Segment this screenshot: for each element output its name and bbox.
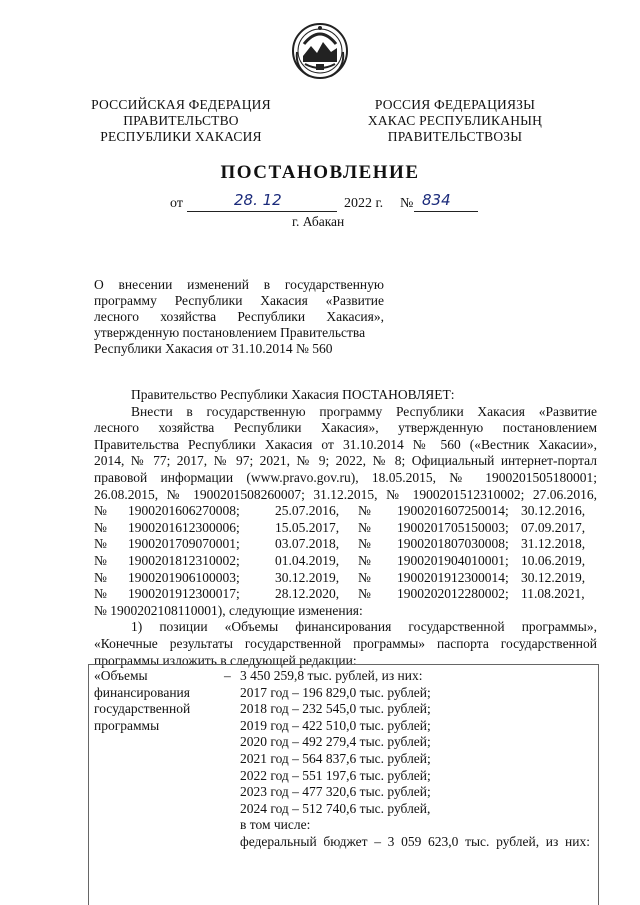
grid-cell: 1900201912300017; — [128, 586, 240, 602]
paragraph-line: правовой информации (www.pravo.gov.ru), 18.05.2015, № 1900201505180001; — [94, 469, 597, 485]
header-right-line: ПРАВИТЕЛЬСТВОЗЫ — [387, 129, 523, 144]
number-handwritten: 834 — [422, 191, 451, 209]
grid-cell: 01.04.2019, — [275, 552, 340, 568]
table-value-line: 2022 год – 551 197,6 тыс. рублей; — [240, 767, 431, 783]
subject-line: лесного хозяйства Республики Хакасия», — [94, 309, 384, 324]
subject-block — [94, 277, 384, 357]
grid-cell: № — [94, 536, 107, 552]
table-value-line: федеральный бюджет – 3 059 623,0 тыс. рублей, из них: — [240, 833, 590, 849]
grid-cell: № — [358, 569, 371, 585]
number-grid-row — [94, 570, 597, 587]
document-title: ПОСТАНОВЛЕНИЕ — [220, 162, 420, 183]
grid-cell: № — [94, 503, 107, 519]
grid-cell: 28.12.2020, — [275, 586, 340, 602]
table-value-line: 2023 год – 477 320,6 тыс. рублей; — [240, 784, 431, 800]
subject-line: О внесении изменений в государственную — [94, 277, 384, 292]
header-left-line: ПРАВИТЕЛЬСТВО — [123, 113, 239, 128]
grid-cell: № — [94, 569, 107, 585]
header-left-line: РОССИЙСКАЯ ФЕДЕРАЦИЯ — [91, 97, 271, 112]
date-line — [0, 191, 640, 216]
grid-cell: 1900201812310002; — [128, 552, 240, 568]
header-left-line: РЕСПУБЛИКИ ХАКАСИЯ — [100, 129, 262, 144]
table-label-line: финансирования — [94, 684, 190, 700]
grid-cell: № — [358, 586, 371, 602]
grid-cell: 1900201904010001; — [397, 552, 509, 568]
paragraph-line: Внести в государственную программу Республики Хакасия «Развитие — [131, 403, 597, 419]
grid-cell: № — [94, 552, 107, 568]
grid-cell: 10.06.2019, — [521, 552, 586, 568]
paragraph-line: 2014, № 77; 2017, № 97; 2021, № 9; 2022, № 8; Официальный интернет-портал — [94, 453, 597, 469]
number-grid-row — [94, 503, 597, 520]
emblem-icon — [291, 20, 349, 82]
table-value-line: 3 450 259,8 тыс. рублей, из них: — [240, 668, 423, 683]
number-grid-row — [94, 520, 597, 537]
grid-cell: № — [94, 519, 107, 535]
subject-line: Республики Хакасия от 31.10.2014 № 560 — [94, 341, 333, 356]
grid-cell: 1900201906100003; — [128, 569, 240, 585]
paragraph-line: № 1900202108110001), следующие изменения: — [94, 602, 363, 618]
grid-cell: 11.08.2021, — [521, 586, 585, 602]
number-grid-row — [94, 586, 597, 603]
subject-line: утвержденную постановлением Правительства — [94, 325, 366, 340]
paragraph-line: программы изложить в следующей редакции: — [94, 652, 357, 668]
grid-cell: 03.07.2018, — [275, 536, 340, 552]
header-right-line: ХАКАС РЕСПУБЛИКАНЫҢ — [367, 113, 543, 128]
table-value-line: 2020 год – 492 279,4 тыс. рублей; — [240, 734, 431, 750]
date-handwritten: 28. 12 — [234, 191, 282, 209]
grid-cell: 07.09.2017, — [521, 519, 586, 535]
grid-cell: 15.05.2017, — [275, 519, 340, 535]
grid-cell: 31.12.2018, — [521, 536, 586, 552]
number-grid-row — [94, 536, 597, 553]
table-value-line: 2018 год – 232 545,0 тыс. рублей; — [240, 701, 431, 717]
header-left — [78, 97, 284, 145]
grid-cell: 1900201612300006; — [128, 519, 240, 535]
table-value-line: 2021 год – 564 837,6 тыс. рублей; — [240, 750, 431, 766]
table-label-line: программы — [94, 717, 160, 733]
grid-cell: 1900201709070001; — [128, 536, 240, 552]
grid-cell: № — [358, 536, 371, 552]
header-right-line: РОССИЯ ФЕДЕРАЦИЯЗЫ — [374, 97, 536, 112]
grid-cell: № — [358, 519, 371, 535]
grid-cell: 1900201607250014; — [397, 503, 509, 519]
grid-cell: 1900202012280002; — [397, 586, 509, 602]
number-label: № — [400, 196, 414, 211]
paragraph-line: «Конечные результаты государственной программы» паспорта государственной — [94, 635, 597, 651]
grid-cell: 30.12.2019, — [275, 569, 340, 585]
number-underline — [414, 211, 478, 212]
city-label: г. Абакан — [292, 214, 345, 229]
intro-line: Правительство Республики Хакасия ПОСТАНОВЛЯЕТ: — [131, 387, 455, 402]
grid-cell: 1900201912300014; — [397, 569, 509, 585]
date-underline — [187, 211, 337, 212]
grid-cell: 1900201705150003; — [397, 519, 509, 535]
grid-cell: 25.07.2016, — [275, 503, 340, 519]
paragraph-line: лесного хозяйства Республики Хакасия», утвержденную постановлением — [94, 420, 597, 436]
grid-cell: 30.12.2016, — [521, 503, 586, 519]
table-label-cell — [94, 668, 190, 734]
header-right — [352, 97, 558, 145]
year-label: 2022 г. — [344, 196, 384, 211]
grid-cell: 1900201807030008; — [397, 536, 509, 552]
table-label-line: «Объемы — [94, 668, 148, 683]
paragraph-line: 1) позиции «Объемы финансирования государственной программы», — [131, 619, 597, 635]
paragraph-line: Правительства Республики Хакасия от 31.10.2014 № 560 («Вестник Хакасии», — [94, 436, 597, 452]
table-value-line: в том числе: — [240, 817, 311, 833]
subject-line: программу Республики Хакасия «Развитие — [94, 293, 384, 308]
document-body — [94, 387, 597, 669]
funding-table — [88, 664, 600, 904]
table-value-line: 2017 год – 196 829,0 тыс. рублей; — [240, 684, 431, 700]
grid-cell: 1900201606270008; — [128, 503, 240, 519]
grid-cell: 30.12.2019, — [521, 569, 586, 585]
grid-cell: № — [358, 552, 371, 568]
number-grid-row — [94, 553, 597, 570]
table-value-line: 2024 год – 512 740,6 тыс. рублей, — [240, 800, 431, 816]
grid-cell: № — [358, 503, 371, 519]
grid-cell: № — [94, 586, 107, 602]
table-value-line: 2019 год – 422 510,0 тыс. рублей; — [240, 717, 431, 733]
date-from-label: от — [170, 196, 183, 211]
table-dash: – — [224, 668, 231, 683]
table-value-cell — [240, 668, 590, 851]
table-label-line: государственной — [94, 701, 191, 717]
paragraph-line: 26.08.2015, № 1900201508260007; 31.12.2015, № 1900201512310002; 27.06.2016, — [94, 486, 597, 502]
